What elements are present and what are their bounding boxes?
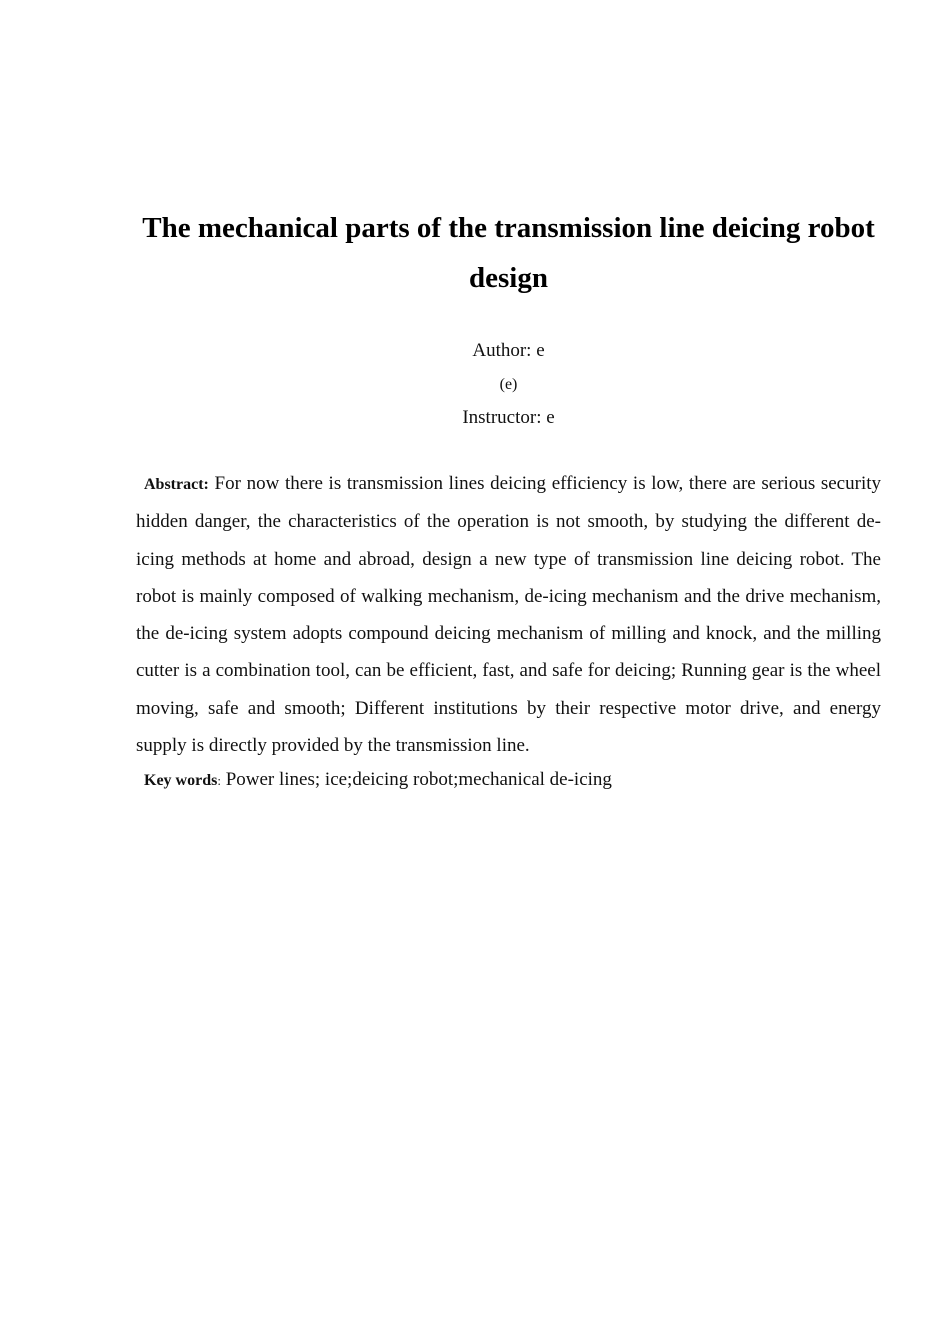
- instructor-line: Instructor: e: [462, 407, 555, 428]
- abstract-label: Abstract:: [144, 476, 209, 493]
- keywords-line: [136, 766, 881, 795]
- abstract-paragraph: [136, 465, 881, 764]
- keywords-label: Key words: [144, 772, 218, 789]
- abstract-text: For now there is transmission lines deicing efficiency is low, there are serious security hidden danger, the characteristics of the operation is not smooth, by studying the different de-icing methods at home and abroad, design a new type of transmission line deicing robot. The robot is mainly composed of walking mechanism, de-icing mechanism and the drive mechanism, the de-icing system adopts compound deicing mechanism of milling and knock, and the milling cutter is a combination tool, can be efficient, fast, and safe for deicing; Running gear is the wheel moving, safe and smooth; Different institutions by their respective motor drive, and energy supply is directly provided by the transmission line.: [136, 473, 882, 757]
- keywords-text: Power lines; ice;deicing robot;mechanical de-icing: [225, 769, 612, 790]
- paper-title: The mechanical parts of the transmission line deicing robot design: [142, 212, 875, 294]
- keywords-separator: :: [217, 773, 221, 788]
- author-line: Author: e: [472, 340, 545, 361]
- affiliation-line: (e): [499, 376, 518, 393]
